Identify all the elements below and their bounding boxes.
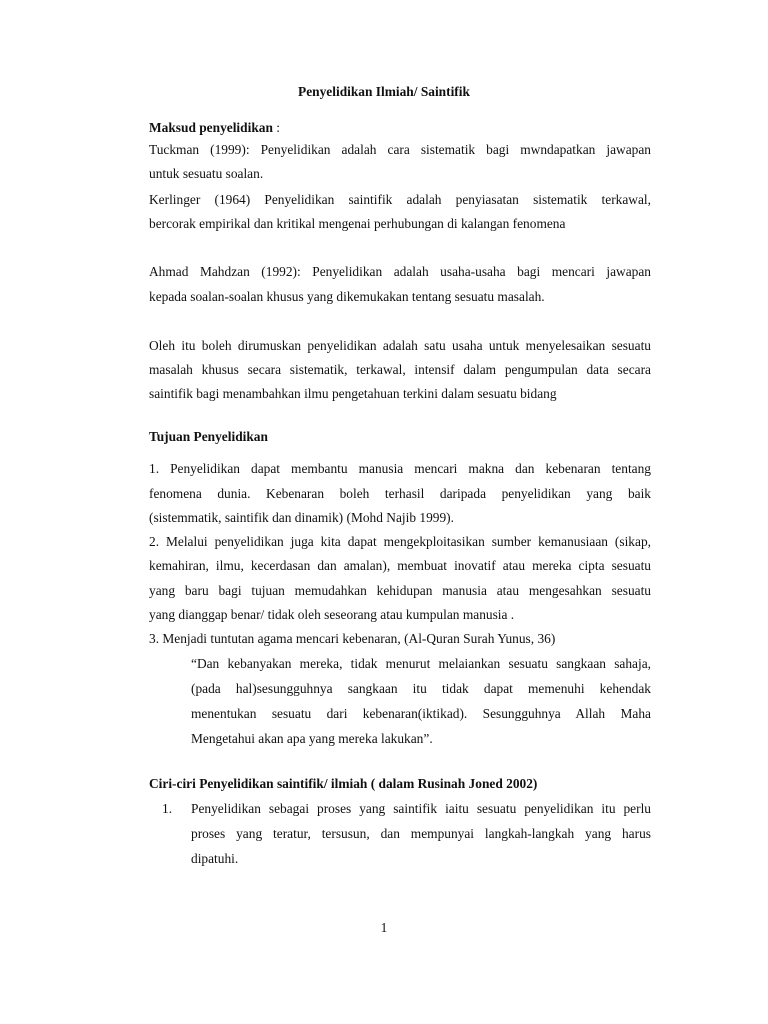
maksud-heading: Maksud penyelidikan bbox=[149, 120, 273, 135]
paragraph-line: masalah khusus secara sistematik, terkawal, intensif dalam pengumpulan data secara bbox=[149, 362, 651, 377]
page-number: 1 bbox=[380, 920, 388, 935]
paragraph-line: 3. Menjadi tuntutan agama mencari kebenaran, (Al-Quran Surah Yunus, 36) bbox=[149, 631, 556, 646]
list-item-line: dipatuhi. bbox=[191, 851, 239, 866]
document-title: Penyelidikan Ilmiah/ Saintifik bbox=[298, 84, 470, 99]
quote-line: Mengetahui akan apa yang mereka lakukan”. bbox=[191, 731, 433, 746]
maksud-heading-suffix: : bbox=[272, 120, 280, 135]
paragraph-line: kemahiran, ilmu, kecerdasan dan amalan), membuat inovatif atau mereka cipta sesuatu bbox=[149, 558, 651, 573]
paragraph-line: Ahmad Mahdzan (1992): Penyelidikan adalah usaha-usaha bagi mencari jawapan bbox=[149, 264, 651, 279]
paragraph-line: Kerlinger (1964) Penyelidikan saintifik adalah penyiasatan sistematik terkawal, bbox=[149, 192, 651, 207]
paragraph-line: kepada soalan-soalan khusus yang dikemukakan tentang sesuatu masalah. bbox=[149, 289, 545, 304]
paragraph-line: Oleh itu boleh dirumuskan penyelidikan adalah satu usaha untuk menyelesaikan sesuatu bbox=[149, 338, 651, 353]
quote-line: menentukan sesuatu dari kebenaran(iktikad). Sesungguhnya Allah Maha bbox=[191, 706, 651, 721]
maksud-heading-line bbox=[149, 120, 651, 136]
paragraph-line: bercorak empirikal dan kritikal mengenai perhubungan di kalangan fenomena bbox=[149, 216, 566, 231]
quote-line: (pada hal)sesungguhnya sangkaan itu tidak dapat memenuhi kehendak bbox=[191, 681, 651, 696]
paragraph-line: Tuckman (1999): Penyelidikan adalah cara sistematik bagi mwndapatkan jawapan bbox=[149, 142, 651, 157]
list-item-number: 1. bbox=[162, 801, 173, 816]
paragraph-line: yang dianggap benar/ tidak oleh seseorang atau kumpulan manusia . bbox=[149, 607, 515, 622]
paragraph-line: untuk sesuatu soalan. bbox=[149, 166, 264, 181]
paragraph-line: saintifik bagi menambahkan ilmu pengetahuan terkini dalam sesuatu bidang bbox=[149, 386, 557, 401]
paragraph-line: 1. Penyelidikan dapat membantu manusia mencari makna dan kebenaran tentang bbox=[149, 461, 651, 476]
paragraph-line: (sistemmatik, saintifik dan dinamik) (Mohd Najib 1999). bbox=[149, 510, 454, 525]
tujuan-heading: Tujuan Penyelidikan bbox=[149, 429, 268, 444]
paragraph-line: fenomena dunia. Kebenaran boleh terhasil daripada penyelidikan yang baik bbox=[149, 486, 651, 501]
list-item-line: proses yang teratur, tersusun, dan mempunyai langkah-langkah yang harus bbox=[191, 826, 651, 841]
list-item-line: Penyelidikan sebagai proses yang saintifik iaitu sesuatu penyelidikan itu perlu bbox=[191, 801, 651, 816]
quote-line: “Dan kebanyakan mereka, tidak menurut melaiankan sesuatu sangkaan sahaja, bbox=[191, 656, 651, 671]
paragraph-line: yang baru bagi tujuan memudahkan kehidupan manusia atau mengesahkan sesuatu bbox=[149, 583, 651, 598]
paragraph-line: 2. Melalui penyelidikan juga kita dapat mengekploitasikan sumber kemanusiaan (sikap, bbox=[149, 534, 651, 549]
ciri-heading: Ciri-ciri Penyelidikan saintifik/ ilmiah ( dalam Rusinah Joned 2002) bbox=[149, 776, 538, 791]
